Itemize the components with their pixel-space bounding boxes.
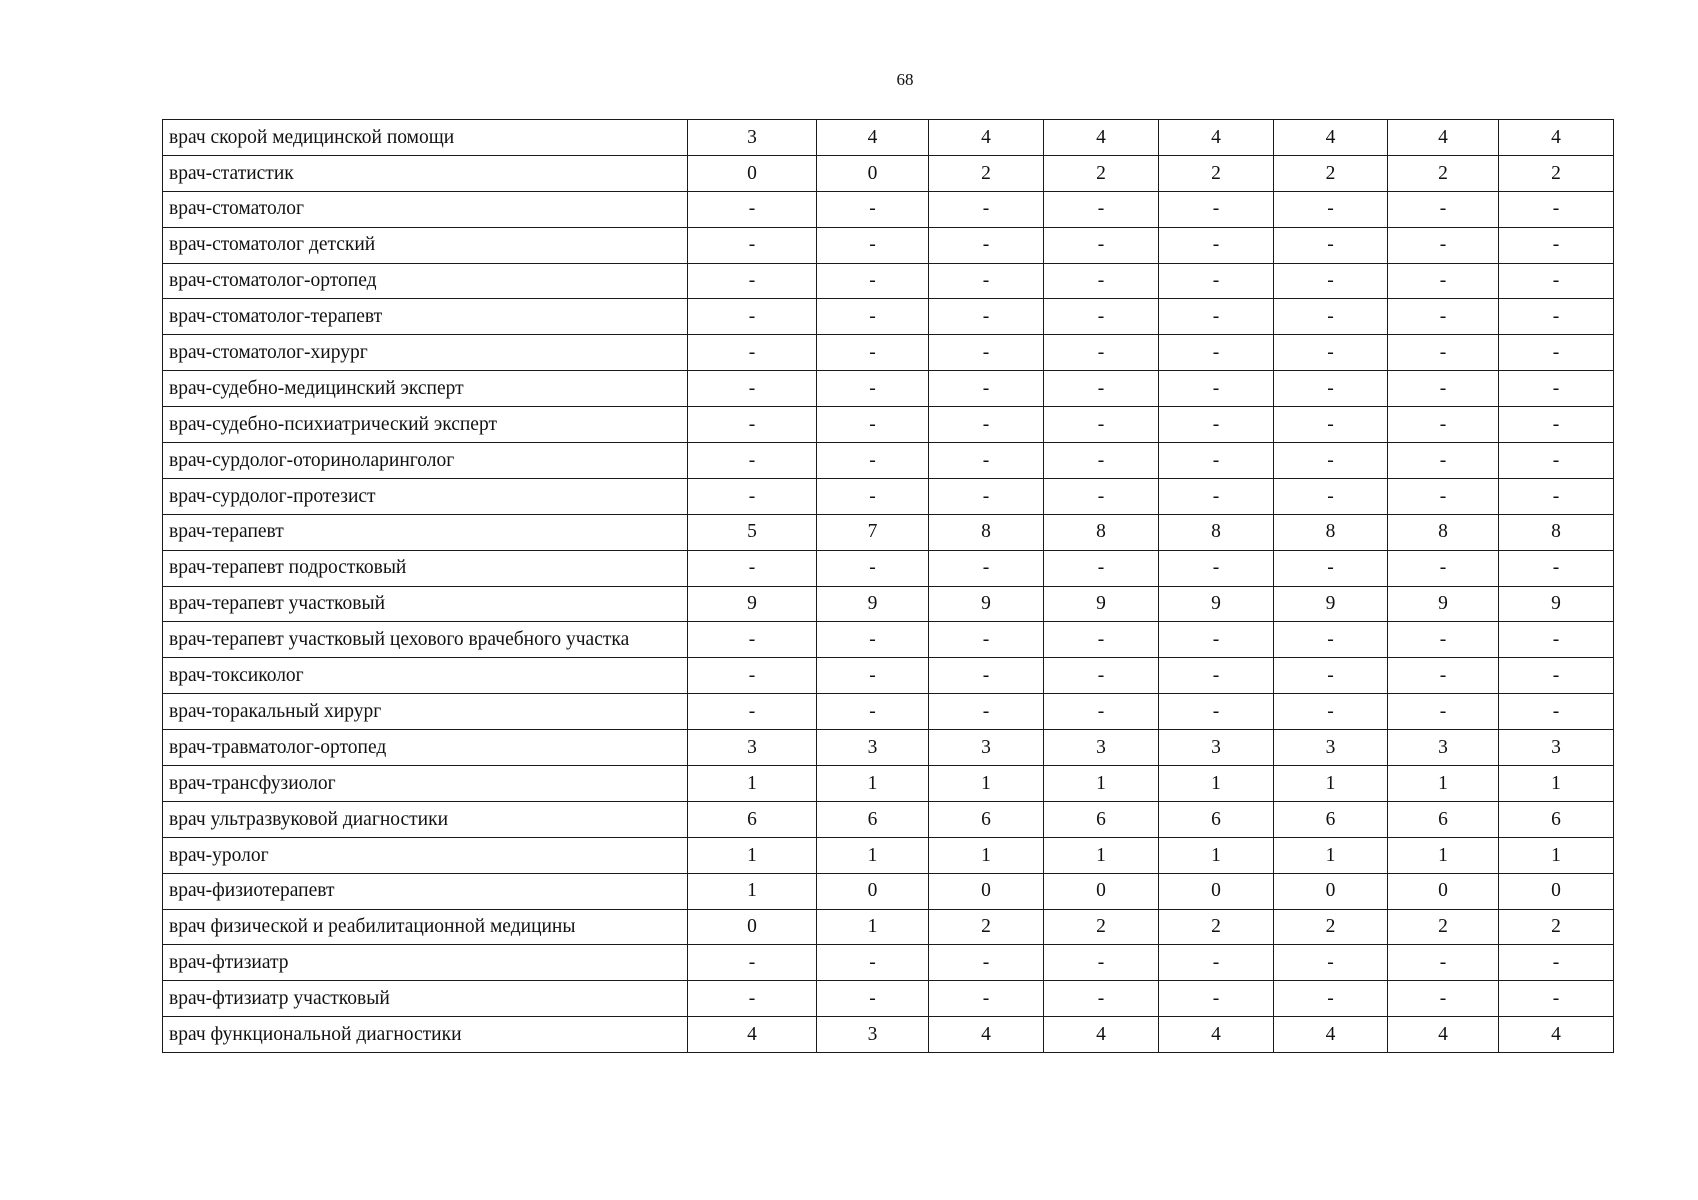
row-label: врач скорой медицинской помощи [163,120,688,156]
table-cell: 4 [1159,120,1274,156]
row-label: врач-судебно-психиатрический эксперт [163,407,688,443]
table-cell: - [688,371,817,407]
table-cell: 6 [1499,801,1614,837]
page-number: 68 [896,70,914,89]
table-cell: 1 [817,837,929,873]
table-cell: - [929,371,1044,407]
table-cell: - [1499,299,1614,335]
table-cell: - [688,335,817,371]
table-cell: 4 [929,120,1044,156]
table-cell: - [1274,407,1388,443]
table-cell: 9 [1388,586,1499,622]
table-cell: - [817,550,929,586]
row-label: врач-фтизиатр [163,945,688,981]
table-cell: - [1499,945,1614,981]
row-label: врач ультразвуковой диагностики [163,801,688,837]
table-cell: - [1274,981,1388,1017]
table-cell: 1 [817,909,929,945]
table-cell: - [1044,478,1159,514]
table-cell: 4 [1044,120,1159,156]
staff-table [162,119,1614,1053]
table-cell: 9 [1499,586,1614,622]
table-cell: - [929,407,1044,443]
table-cell: 3 [1499,730,1614,766]
row-label: врач-уролог [163,837,688,873]
table-cell: - [688,227,817,263]
table-row [163,299,1614,335]
table-row [163,586,1614,622]
table-cell: - [1044,191,1159,227]
table-cell: - [1274,478,1388,514]
table-cell: 4 [1044,1017,1159,1053]
table-cell: - [688,658,817,694]
table-cell: - [817,227,929,263]
table-cell: - [1044,981,1159,1017]
table-cell: - [1044,443,1159,479]
table-cell: - [1159,191,1274,227]
table-cell: - [1274,694,1388,730]
table-row [163,478,1614,514]
table-row [163,191,1614,227]
table-cell: - [1499,622,1614,658]
table-cell: 2 [1274,909,1388,945]
table-row [163,335,1614,371]
table-cell: 9 [688,586,817,622]
table-cell: - [1388,945,1499,981]
table-cell: - [817,371,929,407]
table-cell: - [1044,622,1159,658]
table-cell: - [1159,371,1274,407]
table-cell: 2 [929,155,1044,191]
table-row [163,155,1614,191]
table-cell: 1 [688,837,817,873]
table-cell: 3 [817,1017,929,1053]
table-body [163,120,1614,1053]
table-cell: 2 [1044,155,1159,191]
table-cell: 1 [1388,837,1499,873]
table-cell: - [1159,227,1274,263]
table-cell: - [688,478,817,514]
table-cell: 8 [1274,514,1388,550]
table-cell: - [1499,407,1614,443]
table-cell: 2 [1499,155,1614,191]
row-label: врач-трансфузиолог [163,766,688,802]
table-cell: - [1388,622,1499,658]
table-cell: - [817,981,929,1017]
row-label: врач-фтизиатр участковый [163,981,688,1017]
table-cell: - [1159,263,1274,299]
table-cell: - [929,478,1044,514]
row-label: врач физической и реабилитационной медицины [163,909,688,945]
table-cell: 4 [1388,120,1499,156]
table-cell: - [817,478,929,514]
table-cell: 9 [1044,586,1159,622]
table-cell: - [1044,658,1159,694]
table-cell: - [688,299,817,335]
table-cell: - [817,694,929,730]
table-cell: - [929,694,1044,730]
table-cell: - [1274,658,1388,694]
table-cell: 4 [817,120,929,156]
table-cell: - [817,191,929,227]
table-cell: 3 [929,730,1044,766]
table-cell: - [1499,191,1614,227]
table-cell: 4 [1499,1017,1614,1053]
table-cell: 1 [1499,766,1614,802]
table-cell: - [1159,694,1274,730]
table-cell: 8 [1499,514,1614,550]
table-cell: - [1274,299,1388,335]
table-cell: 3 [688,730,817,766]
table-cell: - [1274,227,1388,263]
table-row [163,407,1614,443]
table-cell: 0 [688,155,817,191]
table-cell: 0 [1159,873,1274,909]
table-cell: - [1159,478,1274,514]
table-cell: - [688,407,817,443]
table-cell: 2 [1044,909,1159,945]
table-cell: - [1388,478,1499,514]
table-row [163,622,1614,658]
table-row [163,371,1614,407]
table-cell: 1 [1044,837,1159,873]
table-cell: - [817,335,929,371]
table-cell: - [1159,299,1274,335]
table-row [163,263,1614,299]
row-label: врач-сурдолог-протезист [163,478,688,514]
table-cell: 2 [1388,909,1499,945]
table-cell: - [1044,371,1159,407]
table-cell: 1 [1274,837,1388,873]
table-cell: 4 [1159,1017,1274,1053]
table-cell: - [817,658,929,694]
table-row [163,945,1614,981]
table-cell: - [688,550,817,586]
table-cell: 1 [817,766,929,802]
table-cell: - [1044,263,1159,299]
table-cell: 2 [1499,909,1614,945]
row-label: врач-торакальный хирург [163,694,688,730]
table-cell: 3 [1388,730,1499,766]
table-cell: 1 [1388,766,1499,802]
table-cell: - [817,263,929,299]
table-row [163,443,1614,479]
table-cell: - [1388,443,1499,479]
table-cell: - [1388,299,1499,335]
table-cell: - [1159,443,1274,479]
table-cell: 0 [1499,873,1614,909]
table-cell: - [1388,981,1499,1017]
table-cell: 1 [929,766,1044,802]
table-cell: 6 [817,801,929,837]
table-cell: - [929,622,1044,658]
table-cell: 6 [688,801,817,837]
table-cell: 1 [1159,837,1274,873]
table-cell: - [1499,550,1614,586]
table-cell: 6 [1044,801,1159,837]
table-cell: 9 [817,586,929,622]
row-label: врач-стоматолог-хирург [163,335,688,371]
row-label: врач-физиотерапевт [163,873,688,909]
table-cell: - [1499,694,1614,730]
table-cell: - [1388,263,1499,299]
table-cell: - [1388,550,1499,586]
table-cell: - [929,335,1044,371]
table-cell: - [1388,694,1499,730]
table-cell: 1 [688,766,817,802]
table-cell: - [1159,622,1274,658]
table-cell: - [1499,227,1614,263]
table-cell: - [688,694,817,730]
table-cell: 3 [1044,730,1159,766]
table-row [163,514,1614,550]
table-cell: - [1499,981,1614,1017]
table-cell: - [1159,981,1274,1017]
table-row [163,1017,1614,1053]
table-row [163,981,1614,1017]
table-cell: 7 [817,514,929,550]
table-cell: 3 [1159,730,1274,766]
table-cell: - [1274,945,1388,981]
table-cell: 0 [688,909,817,945]
row-label: врач-терапевт участковый [163,586,688,622]
table-cell: - [929,299,1044,335]
table-cell: - [1274,191,1388,227]
table-cell: 3 [817,730,929,766]
table-cell: - [817,945,929,981]
table-cell: - [1274,622,1388,658]
table-cell: 1 [929,837,1044,873]
table-row [163,766,1614,802]
row-label: врач-стоматолог детский [163,227,688,263]
row-label: врач-терапевт участковый цехового врачебного участка [163,622,688,658]
table-cell: 4 [1274,120,1388,156]
table-cell: 0 [817,873,929,909]
table-cell: - [1044,299,1159,335]
table-cell: 9 [929,586,1044,622]
table-cell: - [1388,335,1499,371]
table-cell: 8 [1388,514,1499,550]
row-label: врач-стоматолог [163,191,688,227]
table-cell: - [929,227,1044,263]
table-cell: - [688,191,817,227]
table-row [163,730,1614,766]
table-cell: 2 [1159,909,1274,945]
row-label: врач-стоматолог-терапевт [163,299,688,335]
row-label: врач-терапевт подростковый [163,550,688,586]
table-row [163,694,1614,730]
table-cell: - [929,945,1044,981]
row-label: врач-терапевт [163,514,688,550]
table-cell: - [1388,371,1499,407]
row-label: врач-статистик [163,155,688,191]
table-cell: - [1499,443,1614,479]
table-row [163,658,1614,694]
row-label: врач-стоматолог-ортопед [163,263,688,299]
table-row [163,550,1614,586]
table-cell: - [1159,658,1274,694]
table-cell: 1 [1159,766,1274,802]
table-cell: - [1499,371,1614,407]
table-cell: 4 [1499,120,1614,156]
table-cell: - [1388,658,1499,694]
table-cell: - [688,945,817,981]
table-cell: - [1159,407,1274,443]
table-cell: 6 [1388,801,1499,837]
table-cell: 8 [1044,514,1159,550]
table-cell: - [929,981,1044,1017]
table-cell: 3 [688,120,817,156]
row-label: врач-токсиколог [163,658,688,694]
row-label: врач функциональной диагностики [163,1017,688,1053]
table-cell: - [1044,550,1159,586]
table-cell: - [929,191,1044,227]
table-cell: 4 [1274,1017,1388,1053]
table-cell: - [1499,658,1614,694]
table-cell: 5 [688,514,817,550]
table-cell: - [929,263,1044,299]
table-cell: 1 [1044,766,1159,802]
table-cell: - [688,443,817,479]
table-row [163,873,1614,909]
table-row [163,837,1614,873]
table-cell: 0 [929,873,1044,909]
row-label: врач-сурдолог-оториноларинголог [163,443,688,479]
table-cell: - [1274,371,1388,407]
table-cell: 0 [1044,873,1159,909]
table-cell: 2 [929,909,1044,945]
table-cell: - [1274,550,1388,586]
table-cell: - [688,981,817,1017]
table-cell: 4 [688,1017,817,1053]
table-cell: 0 [1274,873,1388,909]
table-cell: 4 [929,1017,1044,1053]
table-cell: - [1388,191,1499,227]
table-cell: - [1274,443,1388,479]
table-cell: - [1044,694,1159,730]
table-cell: - [1388,407,1499,443]
table-cell: - [1159,335,1274,371]
row-label: врач-судебно-медицинский эксперт [163,371,688,407]
table-cell: 2 [1159,155,1274,191]
table-cell: 0 [1388,873,1499,909]
table-cell: - [817,622,929,658]
table-cell: 1 [688,873,817,909]
table-cell: 0 [817,155,929,191]
table-cell: - [688,263,817,299]
table-cell: - [817,299,929,335]
table-cell: - [1159,945,1274,981]
table-cell: - [929,658,1044,694]
table-cell: 8 [929,514,1044,550]
table-cell: 4 [1388,1017,1499,1053]
table-cell: - [1499,335,1614,371]
table-cell: - [1388,227,1499,263]
table-cell: - [1044,335,1159,371]
table-cell: - [1044,945,1159,981]
table-row [163,227,1614,263]
table-cell: 2 [1388,155,1499,191]
table-cell: - [1274,263,1388,299]
table-cell: - [929,443,1044,479]
table-row [163,909,1614,945]
table-cell: 6 [1274,801,1388,837]
table-cell: - [1274,335,1388,371]
row-label: врач-травматолог-ортопед [163,730,688,766]
table-cell: 9 [1159,586,1274,622]
table-row [163,120,1614,156]
table-cell: - [1044,407,1159,443]
table-cell: - [817,407,929,443]
table-cell: 1 [1274,766,1388,802]
table-cell: 6 [1159,801,1274,837]
table-cell: - [1159,550,1274,586]
table-cell: 8 [1159,514,1274,550]
table-cell: 2 [1274,155,1388,191]
table-cell: 1 [1499,837,1614,873]
table-cell: 6 [929,801,1044,837]
table-cell: - [817,443,929,479]
table-cell: 9 [1274,586,1388,622]
table-row [163,801,1614,837]
table-cell: - [929,550,1044,586]
table-cell: 3 [1274,730,1388,766]
table-cell: - [1499,478,1614,514]
table-cell: - [1044,227,1159,263]
table-cell: - [1499,263,1614,299]
table-cell: - [688,622,817,658]
